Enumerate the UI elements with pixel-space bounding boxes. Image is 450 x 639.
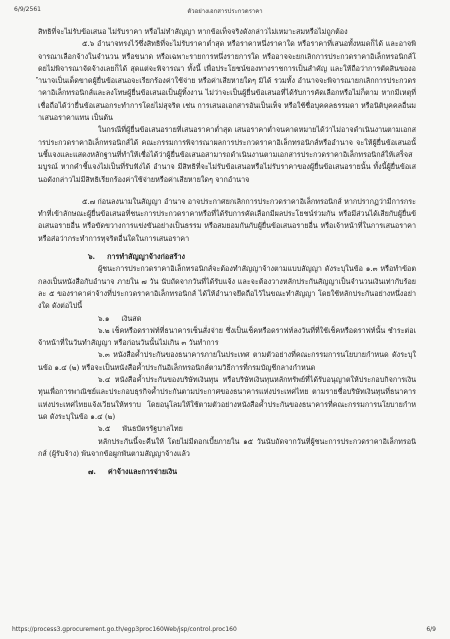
- section-7-heading: [88, 466, 416, 478]
- print-header: [14, 6, 436, 13]
- paragraph-continued: สิทธิที่จะไม่รับข้อเสนอ ไม่รับราคา หรือไม่ทำสัญญา หากข้อเท็จจริงดังกล่าวไม่เหมาะสมหรือไม่ถูกต้อง: [38, 27, 348, 36]
- section-6-heading: [88, 251, 416, 263]
- item-6-5: [98, 423, 416, 435]
- paragraph-guarantee-return: หลักประกันนี้จะคืนให้ โดยไม่มีดอกเบี้ยภายใน ๑๕ วันนับถัดจากวันที่ผู้ชนะการประกวดราคาอิเล็กทรอนิกส์ (ผู้รับจ้าง) พ้นจากข้อผูกพันตามสัญญาจ้างแล้ว: [38, 436, 416, 458]
- clause-5-6: ๕.๖ อำนาจทรงไว้ซึ่งสิทธิที่จะไม่รับราคาต่ำสุด หรือราคาหนึ่งราคาใด หรือราคาที่เสนอทั้งหมดก็ได้ และอาจพิจารณาเลือกจ้างในจำนวน หรือขนาด หรือเฉพาะรายการหนึ่งรายการใด หรืออาจจะยกเลิกการประกวดราคาอิเล็กทรอนิกส์โดยไม่พิจารณาจัดจ้างเลยก็ได้ สุดแต่จะพิจารณา ทั้งนี้ เพื่อประโยชน์ของทางราชการเป็นสำคัญ และให้ถือว่าการตัดสินของอำนาจเป็นเด็ดขาดผู้ยื่นข้อเสนอจะเรียกร้องค่าใช้จ่าย หรือค่าเสียหายใดๆ มิได้ รวมทั้ง อำนาจจะพิจารณายกเลิกการประกวดราคาอิเล็กทรอนิกส์และลงโทษผู้ยื่นข้อเสนอเป็นผู้ทิ้งงาน ไม่ว่าจะเป็นผู้ยื่นข้อเสนอที่ได้รับการคัดเลือกหรือไม่ก็ตาม หากมีเหตุที่เชื่อถือได้ว่ายื่นข้อเสนอกระทำการโดยไม่สุจริต เช่น การเสนอเอกสารอันเป็นเท็จ หรือใช้ชื่อบุคคลธรรมดา หรือนิติบุคคลอื่นมาเสนอราคาแทน เป็นต้น: [38, 39, 416, 123]
- document-body: [38, 26, 416, 478]
- section-7-number: ๗.: [88, 467, 96, 477]
- section-6-title: การทำสัญญาจ้างก่อสร้าง: [107, 252, 185, 262]
- section-7-title: ค่าจ้างและการจ่ายเงิน: [107, 467, 178, 477]
- clause-5-7: ๕.๗ ก่อนลงนามในสัญญา อำนาจ อาจประกาศยกเลิกการประกวดราคาอิเล็กทรอนิกส์ หากปรากฏว่ามีการกระทำที่เข้าลักษณะผู้ยื่นข้อเสนอที่ชนะการประกวดราคาหรือที่ได้รับการคัดเลือกมีผลประโยชน์ร่วมกัน หรือมีส่วนได้เสียกับผู้ยื่นข้อเสนอรายอื่น หรือขัดขวางการแข่งขันอย่างเป็นธรรม หรือสมยอมกันกับผู้ยื่นข้อเสนอรายอื่น หรือเจ้าหน้าที่ในการเสนอราคา หรือส่อว่ากระทำการทุจริตอื่นใดในการเสนอราคา: [38, 196, 416, 243]
- item-6-1: [98, 313, 416, 325]
- item-6-2: ๖.๒ เช็คหรือดราฟท์ที่ธนาคารเซ็นสั่งจ่าย ซึ่งเป็นเช็คหรือดราฟท์ลงวันที่ที่ใช้เช็คหรือดราฟท์นั้น ชำระต่อเจ้าหน้าที่ในวันทำสัญญา หรือก่อนวันนั้นไม่เกิน ๓ วันทำการ: [38, 325, 416, 348]
- section-6-number: ๖.: [88, 252, 96, 262]
- item-6-1-text: เงินสด: [121, 313, 142, 323]
- item-6-4: ๖.๔ หนังสือค้ำประกันของบริษัทเงินทุน หรือบริษัทเงินทุนหลักทรัพย์ที่ได้รับอนุญาตให้ประกอบกิจการเงินทุนเพื่อการพาณิชย์และประกอบธุรกิจค้ำประกันตามประกาศของธนาคารแห่งประเทศไทย ตามรายชื่อบริษัทเงินทุนที่ธนาคารแห่งประเทศไทยแจ้งเวียนให้ทราบ โดยอนุโลมให้ใช้ตามตัวอย่างหนังสือค้ำประกันของธนาคารที่คณะกรรมการนโยบายกำหนด ดังระบุในข้อ ๑.๔ (๒): [38, 375, 416, 421]
- print-title: ตัวอย่างเอกสารประกวดราคา: [187, 8, 263, 15]
- item-6-3: ๖.๓ หนังสือค้ำประกันของธนาคารภายในประเทศ ตามตัวอย่างที่คณะกรรมการนโยบายกำหนด ดังระบุในข้อ ๑.๔ (๒) หรือจะเป็นหนังสือค้ำประกันอิเล็กทรอนิกส์ตามวิธีการที่กรมบัญชีกลางกำหนด: [38, 350, 416, 372]
- page-number: 6/9: [426, 626, 436, 633]
- print-date: 6/9/2561: [14, 6, 41, 13]
- paragraph-contract: ผู้ชนะการประกวดราคาอิเล็กทรอนิกส์จะต้องทำสัญญาจ้างตามแบบสัญญา ดังระบุในข้อ ๑.๓ หรือทำข้อตกลงเป็นหนังสือกับอำนาจ ภายใน ๗ วัน นับถัดจากวันที่ได้รับแจ้ง และจะต้องวางหลักประกันสัญญาเป็นจำนวนเงินเท่ากับร้อยละ ๕ ของราคาค่าจ้างที่ประกวดราคาอิเล็กทรอนิกส์ ได้ให้อำนาจยึดถือไว้ในขณะทำสัญญา โดยใช้หลักประกันอย่างหนึ่งอย่างใด ดังต่อไปนี้: [38, 264, 416, 311]
- paragraph-lowest-bid: ในกรณีที่ผู้ยื่นข้อเสนอรายที่เสนอราคาต่ำสุด เสนอราคาต่ำจนคาดหมายได้ว่าไม่อาจดำเนินงานตามเอกสารประกวดราคาอิเล็กทรอนิกส์ได้ คณะกรรมการพิจารณาผลการประกวดราคาอิเล็กทรอนิกส์หรืออำนาจ จะให้ผู้ยื่นข้อเสนอนั้นชี้แจงและแสดงหลักฐานที่ทำให้เชื่อได้ว่าผู้ยื่นข้อเสนอสามารถดำเนินงานตามเอกสารประกวดราคาอิเล็กทรอนิกส์ให้เสร็จสมบูรณ์ หากคำชี้แจงไม่เป็นที่รับฟังได้ อำนาจ มีสิทธิที่จะไม่รับข้อเสนอหรือไม่รับราคาของผู้ยื่นข้อเสนอรายนั้น ทั้งนี้ผู้ยื่นข้อเสนอดังกล่าวไม่มีสิทธิเรียกร้องค่าใช้จ่ายหรือค่าเสียหายใดๆ จากอำนาจ: [38, 125, 416, 184]
- item-6-5-text: พันธบัตรรัฐบาลไทย: [122, 424, 183, 434]
- item-6-1-number: ๖.๑: [98, 313, 110, 323]
- page-url: https://process3.gprocurement.go.th/egp3proc160Web/jsp/control.proc160: [12, 626, 237, 633]
- print-footer: [12, 626, 436, 633]
- item-6-5-number: ๖.๕: [98, 424, 111, 434]
